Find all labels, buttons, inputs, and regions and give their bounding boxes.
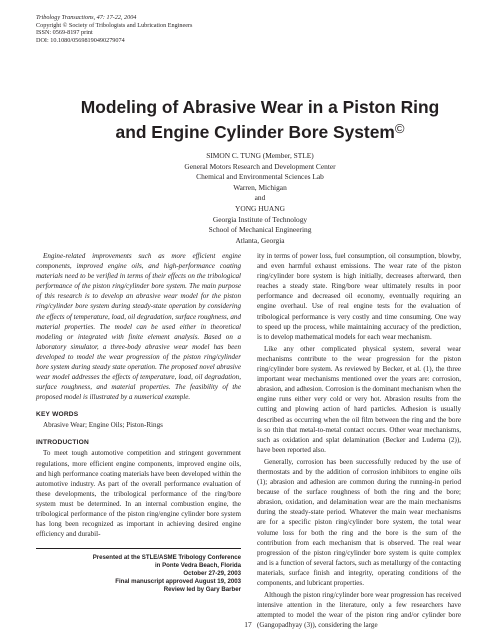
note-line-3: October 27-29, 2003 <box>183 570 241 577</box>
keywords: Abrasive Wear; Engine Oils; Piston-Rings <box>43 421 163 430</box>
author-conjunction: and <box>254 193 266 203</box>
note-line-5: Review led by Gary Barber <box>163 586 241 593</box>
keywords-heading: KEY WORDS <box>36 411 79 419</box>
journal-copyright: Copyright © Society of Tribologists and Lubrication Engineers <box>36 21 193 29</box>
right-column <box>257 251 461 630</box>
title-line-1: Modeling of Abrasive Wear in a Piston Ring <box>80 97 440 117</box>
body-paragraph-1: ity in terms of power loss, fuel consumption, oil consumption, blowby, and even harmful exhaust emissions. The wear rate of the piston ring/cylinder bore system is high initially, decreases afterward, then reaches a steady state. Ring/bore wear ultimately results in poor performance and decreased oil economy, eventually requiring an engine overhaul. Use of real engine tests for the evaluation of tribological performance is very costly and time consuming. One way to speed up the process, while maintaining accuracy of the prediction, is to develop mathematical models for each wear mechanism. <box>257 252 461 341</box>
left-column <box>36 251 241 539</box>
journal-info <box>36 14 192 44</box>
author-1-affiliation: General Motors Research and Development Center <box>184 161 336 171</box>
journal-doi: DOI: 10.1080/05698190490279074 <box>36 36 125 44</box>
copyright-mark: © <box>394 121 405 136</box>
author-1-name: SIMON C. TUNG (Member, STLE) <box>206 151 314 160</box>
author-2-name: YONG HUANG <box>235 203 285 213</box>
title-line-2-text: and Engine Cylinder Bore System <box>115 122 395 142</box>
body-paragraph-2: Like any other complicated physical system, several wear mechanisms contribute to the wear progression for the piston ring/cylinder bore system. As reviewed by Becker, et al. (1), the three important wear mechanisms mentioned over the years are: corrosion, abrasion, and adhesion. Corrosion is the dominant mechanism when the engine runs either very cold or very hot. Abrasion results from the cutting and plowing action of hard particles. Adhesion is usually described as occurring when the oil film between the ring and the bore is so thin that metal-to-metal contact occurs. Other wear mechanisms, such as oxidation and splat delamination (Becker and Ludema (2)), have been reported also. <box>257 344 461 454</box>
author-2-affiliation: Georgia Institute of Technology <box>212 214 308 224</box>
author-block <box>130 151 390 246</box>
body-paragraph-4: Although the piston ring/cylinder bore wear progression has received intensive attention in the literature, only a few researchers have attempted to model the wear of the piston ring and/or cylinder bore (Gangopadhyay (3)), considering the large <box>257 591 461 630</box>
page-number: 17 <box>244 620 252 629</box>
journal-issn: ISSN: 0569-8197 print <box>36 29 93 37</box>
note-line-1: Presented at the STLE/ASME Tribology Conference <box>92 554 241 561</box>
note-line-4: Final manuscript approved August 19, 2003 <box>115 578 241 585</box>
body-paragraph-3: Generally, corrosion has been successfully reduced by the use of thermostats and by the addition of corrosion inhibitors to engine oils (1); abrasion and adhesion are common during the running-in period because of the surface roughness of both the ring and the bore; abrasion, oxidation, and delamination wear are the main mechanisms during the steady-state period. Whatever the main wear mechanisms are for a specific piston ring/cylinder bore system, the total wear volume loss for both the ring and the bore is the sum of the contribution from each mechanism that is observed. The real wear progression of the piston ring/cylinder bore system is quite complex and is a function of several factors, such as metallurgy of the contacting materials, surface finish and integrity, operating conditions of the components, and lubricant properties. <box>257 457 461 587</box>
paper-title <box>60 97 460 143</box>
author-1-lab: Chemical and Environmental Sciences Lab <box>196 172 324 182</box>
abstract: Engine-related improvements such as more efficient engine components, improved engine oils, and high-performance coating materials need to be verified in terms of their effects on the tribological performance of the piston ring/cylinder bore system. The main purpose of this research is to develop an abrasive wear model for the piston ring/cylinder bore system during steady-state operation by considering the effects of temperature, load, oil degradation, surface roughness, and material properties. The model can be used either in theoretical modeling or integrated with finite element analysis. Based on a laboratory simulator, a three-body abrasive wear model has been developed to model the wear progression of the piston ring/cylinder bore system during steady state operation. The proposed novel abrasive wear model addresses the effects of temperature, load, oil degradation, surface roughness, and material properties. The feasibility of the proposed model is illustrated by a numerical example. <box>36 252 241 402</box>
author-2-school: School of Mechanical Engineering <box>208 225 312 235</box>
journal-citation: Tribology Transactions, 47: 17-22, 2004 <box>36 14 137 21</box>
note-line-2: in Ponte Vedra Beach, Florida <box>154 562 241 569</box>
introduction-paragraph: To meet tough automotive competition and stringent government regulations, more efficient engine components, improved engine oils, and high performance coating materials have been developed within the automotive industry. As part of the overall performance evaluation of these developments, the tribological performance of the ring/bore system must be determined. In an internal combustion engine, the tribological performance of the piston ring/engine cylinder bore system has long been recognized as important in achieving desired engine efficiency and durabil- <box>36 449 241 539</box>
introduction-heading: INTRODUCTION <box>36 439 89 447</box>
title-line-2 <box>60 118 460 143</box>
author-1-location: Warren, Michigan <box>233 182 287 192</box>
author-2-location: Atlanta, Georgia <box>235 235 285 245</box>
presentation-note <box>36 548 241 594</box>
